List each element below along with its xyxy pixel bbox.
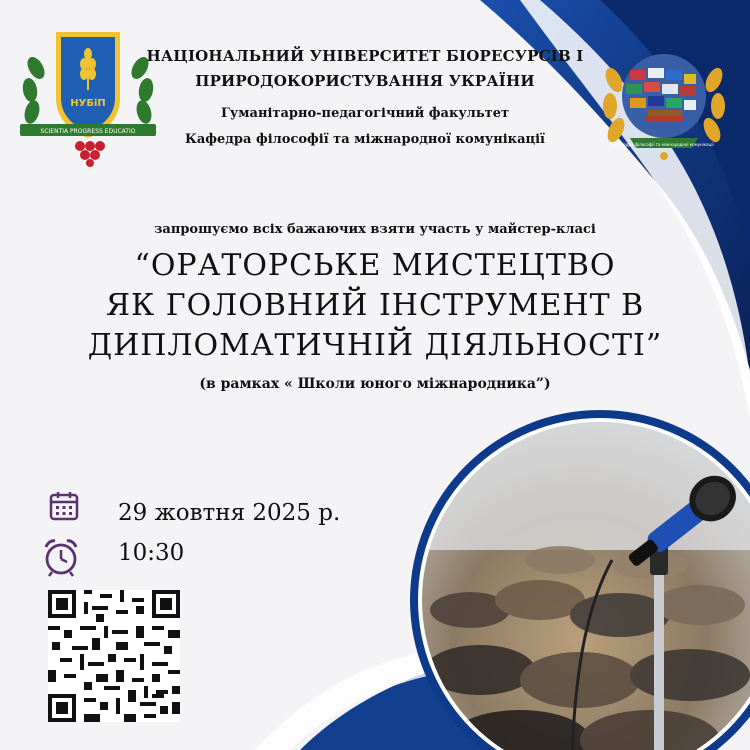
faculty-name: Гуманітарно-педагогічний факультет [220, 106, 510, 121]
title-line-1: “ОРАТОРСЬКЕ МИСТЕЦТВО [134, 248, 616, 283]
qr-code[interactable] [48, 590, 180, 722]
event-subtitle: (в рамках « Школи юного міжнародника”) [199, 376, 551, 392]
department-logo [600, 30, 728, 165]
department-name: Кафедра філософії та міжнародної комунікації [185, 132, 545, 147]
university-line-2: ПРИРОДОКОРИСТУВАННЯ УКРАЇНИ [195, 72, 535, 90]
logo-badge-text: НУБіП [70, 98, 106, 109]
title-line-3: ДИПЛОМАТИЧНІЙ ДІЯЛЬНОСТІ” [87, 328, 663, 363]
title-line-2: ЯК ГОЛОВНИЙ ІНСТРУМЕНТ В [105, 288, 645, 323]
calendar-icon [48, 490, 80, 522]
event-date: 29 жовтня 2025 р. [118, 500, 341, 526]
university-line-1: НАЦІОНАЛЬНИЙ УНІВЕРСИТЕТ БІОРЕСУРСІВ І [146, 47, 584, 65]
logo-ribbon-text: SCIENTIA PROGRESS EDUCATIO [40, 128, 136, 135]
faculty-block [140, 101, 590, 153]
university-logo [18, 28, 158, 168]
university-name [140, 44, 590, 94]
invite-text: запрошуємо всіх бажаючих взяти участь у майстер-класі [154, 222, 596, 237]
logo2-ribbon-text: Кафедра філософії та міжнародної комунікації [614, 142, 714, 147]
event-title [40, 246, 710, 366]
event-time: 10:30 [118, 540, 185, 566]
alarm-clock-icon [42, 537, 80, 577]
conference-photo [400, 400, 750, 750]
